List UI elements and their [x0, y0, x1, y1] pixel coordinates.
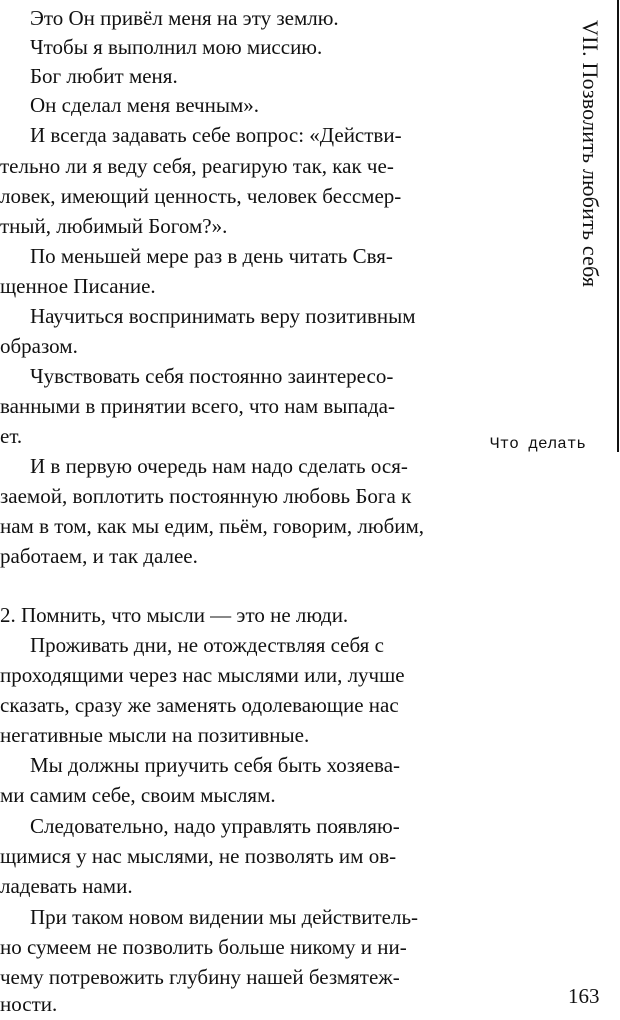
numbered-heading: 2. Помнить, что мысли — это не люди. [0, 603, 349, 627]
text-line: щимися у нас мыслями, не позволять им ов- [0, 844, 397, 868]
text-line: ет. [0, 424, 23, 448]
text-line: проходящими через нас мыслями или, лучше [0, 663, 405, 687]
text-line: ности. [0, 992, 58, 1016]
text-line: ладевать нами. [0, 874, 133, 898]
text-line: Следовательно, надо управлять появляю- [30, 814, 400, 838]
text-line: тный, любимый Богом?». [0, 214, 228, 238]
text-line: Он сделал меня вечным». [30, 93, 259, 117]
text-line: При таком новом видении мы действитель- [30, 905, 419, 929]
text-line: образом. [0, 334, 78, 358]
text-line: Проживать дни, не отождествляя себя с [30, 633, 384, 657]
text-line: Научиться воспринимать веру позитивным [30, 304, 416, 328]
text-line: И в первую очередь нам надо сделать ося- [30, 454, 408, 478]
text-line: Бог любит меня. [30, 64, 178, 88]
text-line: ловек, имеющий ценность, человек бессмер- [0, 184, 402, 208]
text-line: Это Он привёл меня на эту землю. [30, 6, 339, 30]
text-line: ми самим себе, своим мыслям. [0, 783, 276, 807]
text-line: сказать, сразу же заменять одолевающие нас [0, 693, 399, 717]
text-line: чему потревожить глубину нашей безмятеж- [0, 965, 400, 989]
text-line: негативные мысли на позитивные. [0, 723, 310, 747]
text-line: щенное Писание. [0, 274, 156, 298]
text-line: нам в том, как мы едим, пьём, говорим, любим, [0, 514, 425, 538]
text-line: Чтобы я выполнил мою миссию. [30, 35, 323, 59]
text-line: ванными в принятии всего, что нам выпада- [0, 394, 395, 418]
text-line: И всегда задавать себе вопрос: «Действи- [30, 123, 402, 147]
header-vertical-rule [617, 0, 619, 452]
section-label: Что делать [490, 435, 587, 453]
page-number: 163 [568, 984, 600, 1008]
text-line: По меньшей мере раз в день читать Свя- [30, 244, 393, 268]
text-line: но сумеем не позволить больше никому и ни- [0, 935, 407, 959]
running-header-title: VII. Позволить любить себя [578, 20, 603, 288]
text-line: тельно ли я веду себя, реагирую так, как че- [0, 154, 394, 178]
text-line: заемой, воплотить постоянную любовь Бога к [0, 484, 412, 508]
text-line: Мы должны приучить себя быть хозяева- [30, 753, 401, 777]
text-line: работаем, и так далее. [0, 544, 198, 568]
text-line: Чувствовать себя постоянно заинтересо- [30, 364, 394, 388]
